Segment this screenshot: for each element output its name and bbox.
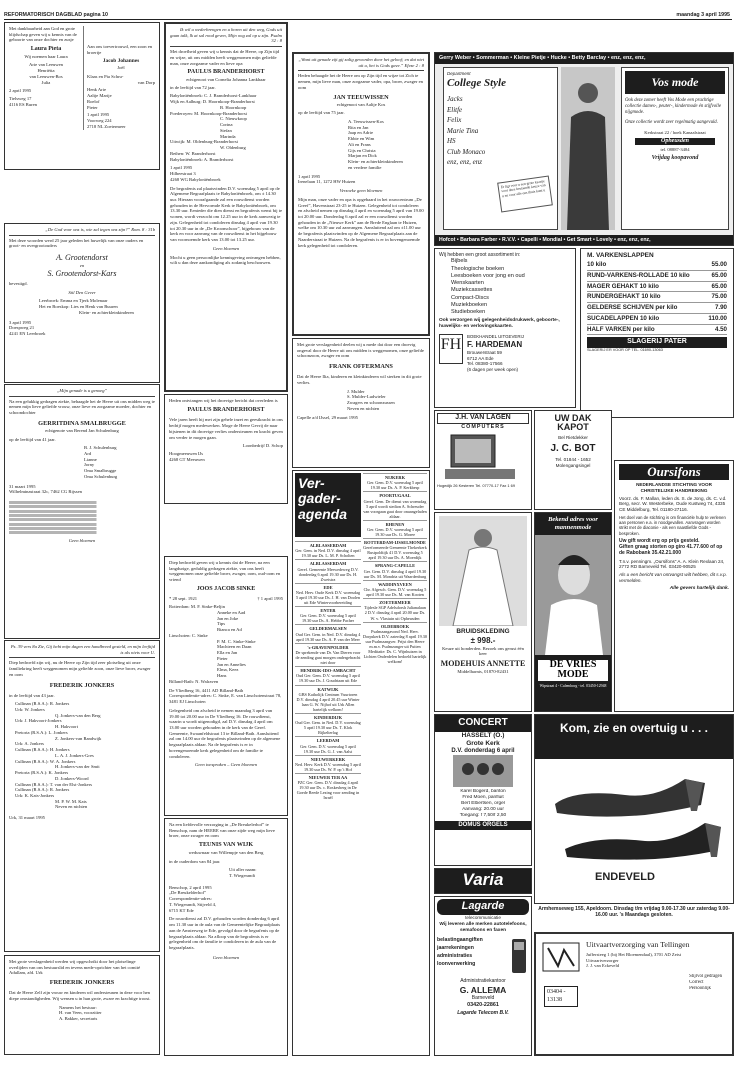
obituary-name: TEUNIS VAN WIJK — [198, 842, 254, 849]
lagarde-logo: Lagarde — [437, 899, 529, 915]
agenda-item-text: Chr. Afgesch. Gem. D.V. woensdag 5 april 19.30 uur Ds. M. van Kooten — [363, 587, 427, 598]
devries-model-photo — [535, 535, 612, 655]
obituary-teeuwissen: „Want uit genade zijt gij zalig geworden door het geloof; en dat niet uit u, het is Gods gave.” Efeze 2 : 8 Heden behaagde het de Heere om op Zijn tijd en wijze tot Zich te nemen, mijn lieve man, onze zorgzame vader, opa, broer, zwager en oom JAN TEEUWISSEN echtgenoot van Aaltje Kos op de leeftijd van 75 jaar. A. Teeuwissen-Kos Rita en Jan Jaap en Adrie Ebbie en Wim Ali en Frans Gijs en Christa Marjan en Dick Klein- en achterkleinkinderen en verdere familie 1 april 1995 Irenelaan 11, 1272 HW Huizen Verzoeke geen bloemen Mijn man, onze vader en opa is opgebaard in het rouwcentrum „De Greef”, Havenstraat 23-25 te Huizen. Gelegenheid tot condoleren en afscheid nemen op dinsdag 4 april en woensdag 5 april van 19.00 tot 20.00 uur. Donderdag 6 april zal er een rouwdienst worden gehouden in de „Nieuwe Kerk” aan de Brede Englaan te Huizen, welke om 10.30 uur zal aanvangen. Aansluitend zal om ±11.00 uur de begrafenis plaatsvinden op de Algemene Begraafplaats aan de Naarderstraat te Huizen. Na de begrafenis is er in bovengenoemde kerk gelegenheid tot condoleren. — [292, 52, 430, 336]
agenda-item-title: ENTER — [320, 608, 336, 614]
agenda-item — [295, 736, 361, 754]
obituary-name: JAN TEEUWISSEN — [333, 93, 389, 101]
funeral-logo-icon — [542, 942, 580, 972]
agenda-item — [295, 773, 361, 801]
header-rule — [4, 19, 732, 20]
college-style-logo: College Style — [447, 76, 506, 89]
fashion-brands-top: Gerry Weber • Sommerman • Kleine Pietje • Hucke • Betty Barclay • enz, enz, enz, — [435, 53, 733, 64]
roofing-headline: UW DAK KAPOT — [554, 413, 592, 433]
agenda-item — [295, 666, 361, 684]
butcher-ad: M. VARKENSLAPPEN 10 kilo 55.00 RUND-VARKENS-ROLLADE 10 kilo 65.00 MAGER GEHAKT 10 kilo 65.00 RUNDERGEHAKT 10 kilo 75.00 GELDERSE SCHIJVEN per kilo 7.90 SUCADELAPPEN 10 kilo 110.00 HALF VARKEN per kilo 4.50 SLAGERIJ PATER SLAGERIJ ER VOOR OP TEL. 01690-13063 — [580, 248, 734, 418]
agenda-item-title: ZOETERMEER — [379, 600, 411, 606]
price-value: 4.50 — [714, 325, 727, 333]
obituary-jonkers-family: Ps. 39 vers 8a Zie, Gij hebt mijn dagen een handbreed gesteld, en mijn leeftijd is als niets voor U. Diep bedroefd zijn wij, nu de Heere op Zijn tijd zeer plotseling uit onze familiekring heeft weggenomen mijn geliefde zoon, onze lieve broer, zwager en oom FREDERIK JONKERS in de leeftijd van 43 jaar. Cullinan (R.S.A.): R. Jonkers Urk: W. Jonkers Q. Jonkers-van den Berg Urk: J. Hakvoort-Jonkers H. Hakvoort Pretoria (R.S.A.): L. Jonkers Z. Jonkers-van Randwijk Urk: A. Jonkers Cullinan (R.S.A.): H. Jonkers L. A. J. Jonkers-Gres Cullinan (R.S.A.): W. A. Jonkers H. Jonkers-van der Smit Pretoria (R.S.A.): K. Jonkers D. Jonkers-Woord Cullinan (R.S.A.): T. van der Elst-Jonkers Cullinan (R.S.A.): R. Jonkers Urk: K. Kats-Jonkers M. P. W. M. Kats Neven en nichten Urk, 31 maart 1995 — [4, 640, 160, 952]
shoe-photo — [535, 759, 733, 869]
hardeman-logo: FH — [439, 334, 463, 364]
agenda-item — [295, 583, 361, 606]
agenda-item-title: NIJKERK — [384, 475, 405, 480]
agenda-title-1: Ver- — [298, 475, 325, 491]
anniversary-name-2: S. Grootendorst-Kars — [47, 268, 117, 278]
concert-ad: CONCERT HASSELT (O.) Grote Kerk D.V. donderdag 6 april Karel Bogerd, bariton Fred Moen, panfluit Bert Elbertsen, orgel Aanvang: 20.00 uur Toegang: f 7,50/f 2,50 DOMUS ORGELS — [434, 714, 532, 866]
agenda-item-text: Ned. Herv. Kerk D.V. woensdag 5 april 19.30 uur Ds. W. P. op 't Hof — [295, 761, 361, 772]
agenda-item-text: Oud Ger. Gem. in Ned. D.V. woensdag 5 april 19.30 uur Ds. T. Klok Rijkelterlag — [295, 720, 361, 736]
agenda-item — [363, 598, 427, 621]
agenda-item — [295, 755, 361, 773]
bookshop-category: Muziekcassettes — [451, 287, 493, 294]
anniversary-name-1: A. Grootendorst — [56, 253, 108, 263]
shoe-store-address: Armhemseweg 155, Apeldoorn. Dinsdag t/m vrijdag 9.00-17.30 uur zaterdag 9.00-16.00 uur. 's Maandags gesloten. — [538, 906, 730, 919]
price-row — [587, 325, 727, 336]
price-value: 7.90 — [714, 304, 727, 312]
agenda-item-title: KATWIJK — [317, 686, 339, 692]
price-value: 110.00 — [708, 314, 727, 322]
price-row — [587, 314, 727, 325]
agenda-item-text: Tijdesle SGP Adelsdorsh Julianalaan 2 D.V. dinsdag 4 april 20.00 uur Ds. W. v. Vlastuin uit Opheusden — [364, 605, 426, 621]
fashion-brand-list — [447, 94, 554, 168]
price-item-name: GELDERSE SCHIJVEN per kilo — [587, 304, 678, 312]
price-row — [587, 260, 727, 271]
butcher-name: SLAGERIJ PATER — [587, 337, 727, 348]
obituary-offermans: Met grote verslagenheid deelen wij u mede dat door een droevig ongeval door de Heere uit ons midden is weggenomen, onze geliefde schoonzoon, zwager en oom FRANK OFFERMANS Dat de Heere Ilia, kinderen en kleinkinderen wil sterken in dit grote verlies. J. Mulder S. Mulder-Ludwieler Zwagers en schoonzussen Neven en nichten Capelle a/d IJssel, 29 maart 1995 — [292, 338, 430, 468]
obituary-smalbrugge: „Mijn genade is u genoeg” Na een gelukkig gedragen ziekte, behaagde het de Heere uit ons midden weg te nemen mijn lieve geliefde vrouw, onze lieve en zorgzame moeder, dochter en schoondochter GERRITDINA SMALBRUGGE echtgenote van Berend Jan Schulenburg op de leeftijd van 41 jaar. B. J. Schulenburg Ard Lianne Jorny Oma Smalbrugge Oma Schulenburg 31 maart 1995 Wilhelminastraat 32c, 7462 CG Rijssen Geen bloemen — [4, 384, 160, 639]
price-item-name: SUCADELAPPEN 10 kilo — [587, 314, 660, 322]
agenda-item-title: SPRANG-CAPELLE — [374, 563, 416, 569]
agenda-item-text: Geref. Gemeente Merwedeweg D.V. donderdag 6 april 19.30 uur Ds. H. Zweistra — [297, 566, 359, 582]
newspaper-header-right: maandag 3 april 1995 — [676, 12, 730, 18]
bridal-title: BRUIDSKLEDING — [456, 627, 510, 635]
price-item-name: RUNDERGEHAKT 10 kilo — [587, 293, 661, 301]
price-item-name: 10 kilo — [587, 261, 607, 269]
fashion-brand: Jacks — [447, 95, 463, 104]
obituary-name: PAULUS BRANDERHORST — [187, 406, 265, 413]
memorial-jonkers-committee: Met grote verslagenheid werden wij opgeschrikt door het plotselinge overlijden van ons bestuurslid en tevens mede-oprichter van het comité Adullam, afd. Urk FREDERIK JONKERS Dat de Heere Zelf zijn vrouw en kinderen wil ondersteunen in deze voor hen diepe omstandigheden. Wij wensen u in hun grote, zware en krachtige troost. Namens het bestuur: H. van Veen, voorzitter A. Bakker, secretaris — [4, 955, 160, 1055]
agenda-item-title: GELDERMALSEN — [309, 626, 347, 632]
birth-name: Jacob Johannes — [102, 58, 140, 65]
agenda-title-2: gader- — [298, 490, 341, 507]
agenda-item-title: RHENEN — [385, 521, 405, 527]
mobile-phone-icon — [509, 937, 529, 975]
allema-name: G. ALLEMA — [459, 984, 507, 995]
varia-title: Varia — [462, 870, 504, 889]
agenda-item — [295, 559, 361, 582]
fashion-note-card: Er ligt voor u een grote kaartje voor deze bestaande keuze van u en voor alle ons thuis kunt u — [497, 176, 553, 213]
college-style-panel: Department College Style Jacks Elitfe Felix Marie Tina HS Club Monaco enz, enz, enz — [443, 67, 558, 230]
agenda-item-text: Ger. Gem. D.V. woensdag 5 april 19.30 uur Ds. G. Moree — [367, 527, 423, 538]
oursifons-logo: Oursifons — [619, 464, 729, 480]
obituary-name: FRANK OFFERMANS — [329, 363, 393, 371]
agenda-item-title: POORTUGAAL — [379, 493, 411, 499]
fashion-brand: Elitfe — [447, 105, 463, 114]
agenda-item — [363, 538, 427, 561]
bridal-store-name: MODEHUIS ANNETTE — [440, 659, 526, 669]
fashion-brand: enz, enz, enz — [447, 158, 482, 167]
price-value: 75.00 — [711, 293, 727, 301]
vos-mode-logo: Vos mode — [625, 71, 725, 94]
agenda-item — [295, 713, 361, 736]
agenda-item — [363, 473, 427, 491]
fashion-model-photo — [561, 67, 615, 230]
agenda-item-text: GBS Katholijk Centrum Vuurtoren D.V. dinsdag 4 april 20.45 uur Winter laan G. W. Nijhof uit Urk Allen hartelijk welkom! — [296, 691, 360, 712]
agenda-item — [295, 606, 361, 624]
agenda-item — [295, 685, 361, 713]
obituary-branderhorst-company: Heden ontviangen wij het droevige bericht dat overleden is PAULUS BRANDERHORST Vele jaren heeft hij met zijn gehele inzet en geestkracht in ons bedrijf mogen medewerken. Moge de Heere Gevrij de naar bijstenen in dit droevige verlies ondersteunen en kracht geven om verder te mogen gaan. Loonbedrijf D. Schop Hoogmeeuwen IJs 4268 GT Meeuwen — [164, 394, 288, 504]
price-row — [587, 282, 727, 293]
agenda-item-text: Psalmzangavond Ned. Herv. Dorpskerk D.V. zaterdag 8 april 19.30 uur Psalmzangver. Prijst den Heere m.m.v. Psalmzanger uit Putten Meditatie: Ds. C. Wijnhuizen in Lichten Onderdelen bedoeld hartelijk welkom! — [363, 628, 427, 664]
funeral-title: Uitvaartverzorging van Tellingen — [586, 940, 690, 949]
anniversary-ad-grootendorst: „De God voor ons is, wie zal tegen ons zijn?” Rom. 8 : 31b Met deze woorden werd 25 jaar geleden het huwelijk van onze ouders en groot- en overgrootouders A. Grootendorst en S. Grootendorst-Kars bevestigd. Stil Den Gever Leerbroek: Emma en Tjerk Molenaar Het en Boeskop: Lies en Henk van Buuren Klein- en achterkleinkinderen 3 april 1995 Doespweg 21 4241 EN Leerbroek — [4, 223, 160, 383]
agenda-item — [363, 520, 427, 538]
price-item-name: MAGER GEHAKT 10 kilo — [587, 282, 659, 290]
fashion-brand: HS — [447, 137, 456, 146]
computer-ad: J.H. VAN LAGEN COMPUTERS Hogedijk 26 Kesteren Tel. 07770-17 Fax 1 69 — [434, 410, 532, 510]
agenda-item-text: Ned. Herv. Oude Kerk D.V. woensdag 5 april 19.30 uur Ds. J. H. van Doolen uit Ede Wintervoorbereiding — [295, 590, 361, 606]
bookshop-category: Theologische boeken — [451, 265, 505, 272]
allema-service: jaarrekeningen — [437, 945, 474, 952]
newspaper-header-left: REFORMATORISCH DAGBLAD pagina 10 — [4, 12, 108, 18]
agenda-item-title: 's-GRAVENPOLDER — [307, 644, 349, 650]
agenda-item-text: Ger. Gem. D.V. woensdag 5 april 19.30 uur Ds. G. J. van Aalst — [300, 743, 356, 754]
bookshop-category: Wenskaarten — [451, 280, 484, 287]
agenda-item-title: NIEUWER TER AA — [308, 774, 348, 780]
bookshop-name: F. HARDEMAN — [467, 339, 523, 349]
agenda-item-text: Ger. Gem. D.V. woensdag 5 april 19.30 uur Ds. A. Hebbe Pacher — [300, 613, 356, 624]
lagarde-ad: Lagarde telecommunicatie Wij leveren alle merken autotelefoons, semafoons en faxen belastingaangiften jaarrekeningen administraties loonverwerking Administratiekantoor G. ALLEMA Barneveld 03420-22861 Lagarde Telecom B.V. — [434, 896, 532, 1056]
agenda-item-title: LEERDAM — [316, 738, 340, 744]
allema-service: administraties — [437, 953, 473, 960]
allema-service: loonverwerking — [437, 960, 476, 967]
bookshop-category: Studieboeken — [451, 309, 486, 316]
agenda-item-title: KINDERDIJK — [313, 714, 343, 720]
fashion-brand: Marie Tina — [447, 126, 479, 135]
allema-service: belastingaangiften — [437, 937, 483, 944]
price-value: 55.00 — [711, 261, 727, 269]
agenda-item — [295, 643, 361, 666]
obituary-name: FREDERIK JONKERS — [49, 681, 115, 689]
agenda-item — [295, 541, 361, 559]
agenda-item-title: WADDINXVEEN — [378, 581, 412, 587]
bookshop-category: Bijbels — [451, 258, 468, 265]
agenda-item-text: Ger. Gem. in Ned. D.V. dinsdag 4 april 19.30 uur Ds. L. M. P. Scholten — [295, 548, 361, 559]
agenda-item-title: HENDRIK-IDO-AMBACHT — [300, 668, 356, 674]
bridal-ad: BRUIDSKLEDING ± 998.- Keuze uit honderden. Bezoek ons gerust één keer MODEHUIS ANNETTE Middelharnis, 01870-82431 — [434, 512, 532, 712]
birth-ad-laura: Met dankbaarheid aan God en grote blijdschap geven wij u kennis van de geboorte van onze dochter en zusje Laura Pieta Wij noemen haar Laura Arie van Leeuwen Henriëtta van Leeuwen-Bos Julia 2 april 1995 Tielsweg 17 4116 ES Buren Aan ons toevertrouwd, een zoon en broertje Jacob Johannes Joël Klaas en Pia Schru- van Dorp Henk Arie Aaltje Marije Roelof Pieter 1 april 1995 Voorweg 224 2718 NL Zoetermeer — [4, 22, 160, 170]
obituary-name: FREDERIK JONKERS — [49, 979, 115, 987]
allema-services-list — [437, 937, 506, 975]
computer-store-name: J.H. VAN LAGEN — [437, 413, 529, 424]
bookshop-category: Compact-Discs — [451, 294, 489, 301]
vergader-agenda — [292, 470, 430, 1056]
agenda-item — [295, 624, 361, 642]
obituary-van-wijk: Na een liefdevolle verzorging in „De Breukelerhof” te Benschop, nam de HEERE van onze zijde weg mijn lieve broer, onze zwager en oom TEUNIS VAN WIJK weduwnaar van Willempje van den Berg in de ouderdom van 84 jaar. Uit aller naam: T. Wiegerandt Benschop, 2 april 1995 „De Breukelderhof” Correspondentie-adres: T. Wiegerandt, Stijveld 4, 6715 KT Ede De rouwdienst zal D.V. gehouden worden donderdag 6 april om 11.30 uur in de aula van de Gemeentelijke Begraafplaats aan de Amsterweg te Ede, gevolgd door de begrafenis op de begraafplaats aldaar. Na afloop van de begrafenis is er gelegenheid om de familie te condoleren in de aula van de begraafplaats. Geen bloemen — [164, 818, 288, 1056]
agenda-list-left — [295, 541, 361, 801]
fashion-brand: Felix — [447, 116, 462, 125]
endeveld-logo: ENDEVELD — [595, 870, 655, 883]
obituary-branderhorst-family: Ik wil u wederbrengen en u horen uit den weg, Gods uit gaan talk, lk at sal rood geven, Mijn oog zal op u zijn. Psalm 32 : 8 Met droefheid geven wij u kennis dat de Heere, op Zijn tijd en wijze, uit ons midden heeft weggenomen mijn geliefde man, onze zorgzame vader en lieve opa PAULUS BRANDERHORST echtgenoot van Cornelia Johanna Lankhaar in de leeftijd van 72 jaar. Babylonïënbroek: C. J. Branderhorst-Lankhaar Wijk en Aalburg: D. Hoornkoop-Branderhorst B. Hoornkoop Poederoyen: M. Hoornkoop-Branderhorst C. Nieuwkoop Corina Stefan Marinda Uitwijk: M. Oldenburg-Branderhorst W. Oldenburg Bethen: W. Branderhorst Babylonïënbroek: A. Branderhorst 1 april 1995 Hilbeestraat 3 4268 WG Babylonïënbroek De begrafenis zal plaatsvinden D.V. woensdag 5 april op de Algemene Begraafplaats te Babylonïënbroek, om ± 14.30 uur. Hieraan voorafgaande zal een rouwdienst worden gehouden in de Hervormde Kerk te Babylonïënbroek, om 13.30 uur. Eenieder die dien dienst en begrafenis wenst bij te wonen, wordt verzocht om 12.25 uur in de kerk aanwezig te zijn. Gelegenheid tot condoleren dinsdag 4 april van 19.30 tot 20.30 uur in de „De Kroonschoor”, bijgebouw van de kerk en voor aanvang van de rouwdienst in het bijgebouw van voornoemde kerk van 13.00 tot 13.25 uur. Geen bloemen Mocht u geen persoonlijke kennisgeving ontvangen hebben, wilt u dan deze aankondiging als zodanig beschouwen. — [164, 22, 288, 392]
agenda-item-title: NIEUWERKERK — [310, 756, 346, 762]
price-value: 65.00 — [711, 271, 727, 279]
agenda-item-text: Geref. Gem. De dienst van woensdag 5 april wordt stedion A. Schreuder van voorgaan gaat door onaangeladen aldaar. — [363, 498, 427, 519]
agenda-item-text: Ger. Gem. D.V. dinsdag 4 april 19.30 uur Ds. M. Mondria uit Waardenburg — [363, 568, 427, 579]
agenda-item-title: ALBLASSERDAM — [309, 543, 347, 548]
shoe-headline: Kom, zie en overtuig u . . . — [535, 715, 733, 759]
fashion-brand: Club Monaco — [447, 147, 486, 156]
bookshop-category: Leesboeken voor jong en oud — [451, 272, 525, 279]
varia-banner — [434, 868, 532, 894]
agenda-item — [363, 580, 427, 598]
agenda-list-right — [363, 473, 427, 665]
roofing-ad: UW DAK KAPOT Bel Rietdekker J. C. BOT Tel. 01844 - 1652 Molengangsingel — [534, 410, 612, 510]
fashion-brands-bottom: Hofcot • Barbara Farber • R.V.V. • Capelli • Mondial • Get Smart • Lovely • enz, enz, enz, — [435, 235, 733, 246]
funeral-phone: 03404 - 13138 — [544, 986, 578, 1007]
agenda-item-text: Gereformeerde Gemeente Thekerkerk Rustpoldtijk 41 D.V. woensdag 5 april 19.30 uur Ds. A. Moerdijk — [363, 545, 427, 561]
bookshop-assortment-list — [439, 258, 571, 316]
price-value: 65.00 — [711, 282, 727, 290]
funeral-service-ad: Uitvaartverzorging van Tellingen Juffersteeg 1 (bij Het Bloemendaal), 3701 AD Zeist Uitvaartverzorger J. J. van Eckeveld 03404 - 13138 Stijlvol gedragen Correct Persoonlijk — [534, 932, 734, 1056]
obituary-name: PAULUS BRANDERHORST — [187, 69, 265, 76]
bookshop-category: Muziekboeken — [451, 301, 488, 308]
agenda-item-text: Oud Ger. Gem. in Ned. D.V. dinsdag 4 april 19.30 uur Ds. A. P. van der Meer — [295, 631, 361, 642]
agenda-item-text: Oud Ger. Gem. D.V. woensdag 5 april 19.30 uur Ds. J. Goudriaan uit Ede — [296, 673, 360, 684]
concert-title: CONCERT — [435, 715, 531, 732]
devries-mode-ad: Bekend adres voor mannenmode DE VRIES MODE Wipstraat 4 - Culemborg - tel. 03450-12948 — [534, 512, 612, 712]
obituary-name: GERRITDINA SMALBRUGGE — [38, 419, 126, 427]
birth-name: Laura Pieta — [30, 46, 62, 53]
obituary-name: JOOS JACOB SINKE — [196, 585, 256, 592]
obituary-sinke: Diep bedroefd geven wij u kennis dat de Heere, na een langdurige, geduldig gedragen ziekte, van ons heeft weggenomen onze geliefde broer, zwager, oom, oud-oom en vriend JOOS JACOB SINKE * 28 sept. 1921 † 1 april 1995 Rotterdam: M. F. Sinke-Beljin Anneke en Aad Jan en Joke Tips Bianca en Ad Linschoten: C. Sinke P. M. C. Sinke-Sinke Machteen en Daan Ella en Jan Pieter Jan en Annelies Elma, Keez Hans Billand-Bath: N. Walraven De Vliedberg 16, 4411 AD Billand-Bath Correspondentie-adres: C. Sinke, E. van Linschotenstraat 78, 3481 EJ Linschoten Gelegenheid om afscheid te nemen maandag 3 april van 19.00 tot 20.00 uur in De Vliedberg 16. De rouwdienst, waarin u wordt uitgenodigd, zal D.V. dinsdag 4 april om 13.00 uur worden gehouden in de kerk van de Geref. Gemeente, Swaanfeldstraat 13 te Billand-Bath. Aansluitend zal om 14.00 uur de begrafenis plaatsvinden op de algemene begraafplaats aldaar. Na de begrafenis is er in bovengenoemde kerk gelegenheid om de familie te condoleren. Geen toespraken – Geen bloemen — [164, 556, 288, 816]
agenda-item — [363, 622, 427, 666]
fashion-ad — [434, 52, 734, 246]
price-item-name: RUND-VARKENS-ROLLADE 10 kilo — [587, 271, 690, 279]
agenda-item-title: OLDEBROEK — [380, 623, 410, 629]
concert-photo — [453, 755, 513, 787]
agenda-title-3: agenda — [298, 505, 348, 522]
price-row — [587, 271, 727, 282]
price-item-name: HALF VARKEN per kilo — [587, 325, 655, 333]
agenda-item-title: EDE — [323, 584, 333, 590]
oursifons-ad: Oursifons NEDERLANDSE STICHTING VOOR CHRISTELIJKE HANDREIKING Voorz. ds. F. Mallan, leden ds. S. de Jong, ds. C. v.d. Berg, secr. W. Westerbeke, Oude Kustweg 74, 4335 CE Middelburg, Tel. 01180-27116. Het doel van de stichting is om financiële hulp te verlenen aan personen e.a. in noodgevallen. Aanvragen worden strikt met de diaconie - als een naastliefde Gods - besproken. Uw gift wordt erg op prijs gesteld. Giften graag storten op giro 41.77.600 of op de Rabobank 35.42.21.000 T.n.v. penningm. „Oursifons” A. A. Klein Rexlaan 24, 2772 RD Barneveld Tel. 03420-90525 Als u een bericht van ontvangst wilt hebben, dit s.v.p. vermelden. Alle gevers hartelijk dank. — [614, 460, 734, 712]
agenda-item-text: Ger. Gem. D.V. woensdag 5 april 19.30 uur Ds. A. P. Kerkbesp — [367, 480, 423, 491]
agenda-item-text: De sprekende van Dr. Van Dieren voor de zending gaat morgen ondergebracht niet door — [295, 650, 361, 666]
devries-logo: DE VRIES MODE — [538, 660, 608, 681]
vos-mode-panel: Vos mode Ook deze zomer heeft Vos Mode een prachtige collectie dames-, peuter-, kindermode én stijfvolle nijgmode. Onze collectie wordt zeer regelmatig aangevuld. Kerkstraat 22 / hoek Kanaalstraat Opheusden tel. 08887-3484 Vrijdag koopavond — [621, 67, 729, 230]
bookshop-ad: Wij hebben een groot assortiment in: Bijbels Theologische boeken Leesboeken voor jong en oud Wenskaarten Muziekcassettes Compact-Discs Muziekboeken Studieboeken Ook verzorgen wij gelegenheidsdrukwerk, geboorte-, huwelijks- en verlovingskaarten. FH BOEKHANDEL UITGEVERIJ F. HARDEMAN Brouwerstraat 59 6712 AA Ede Tel. 08380-17566 (6 dagen per week open) — [434, 248, 576, 408]
price-row — [587, 303, 727, 314]
shoe-ad — [534, 714, 734, 904]
bride-photo — [439, 516, 527, 626]
agenda-item-title: ROTTERDAM-IJSSELMONDE — [364, 540, 426, 546]
agenda-item-title: ALBLASSERDAM — [309, 561, 347, 567]
price-row — [587, 292, 727, 303]
agenda-item — [363, 491, 427, 519]
roofing-name: J. C. BOT — [550, 442, 596, 454]
agenda-item-text: PZC Ger. Gem. D.V. dinsdag 4 april 19.30 uur Ds. c. Roskesberg in De Goede Reede Lezing voor zending in Israël — [296, 780, 360, 801]
computer-monitor-icon — [437, 431, 529, 483]
butcher-price-list — [587, 260, 727, 335]
agenda-item — [363, 561, 427, 579]
